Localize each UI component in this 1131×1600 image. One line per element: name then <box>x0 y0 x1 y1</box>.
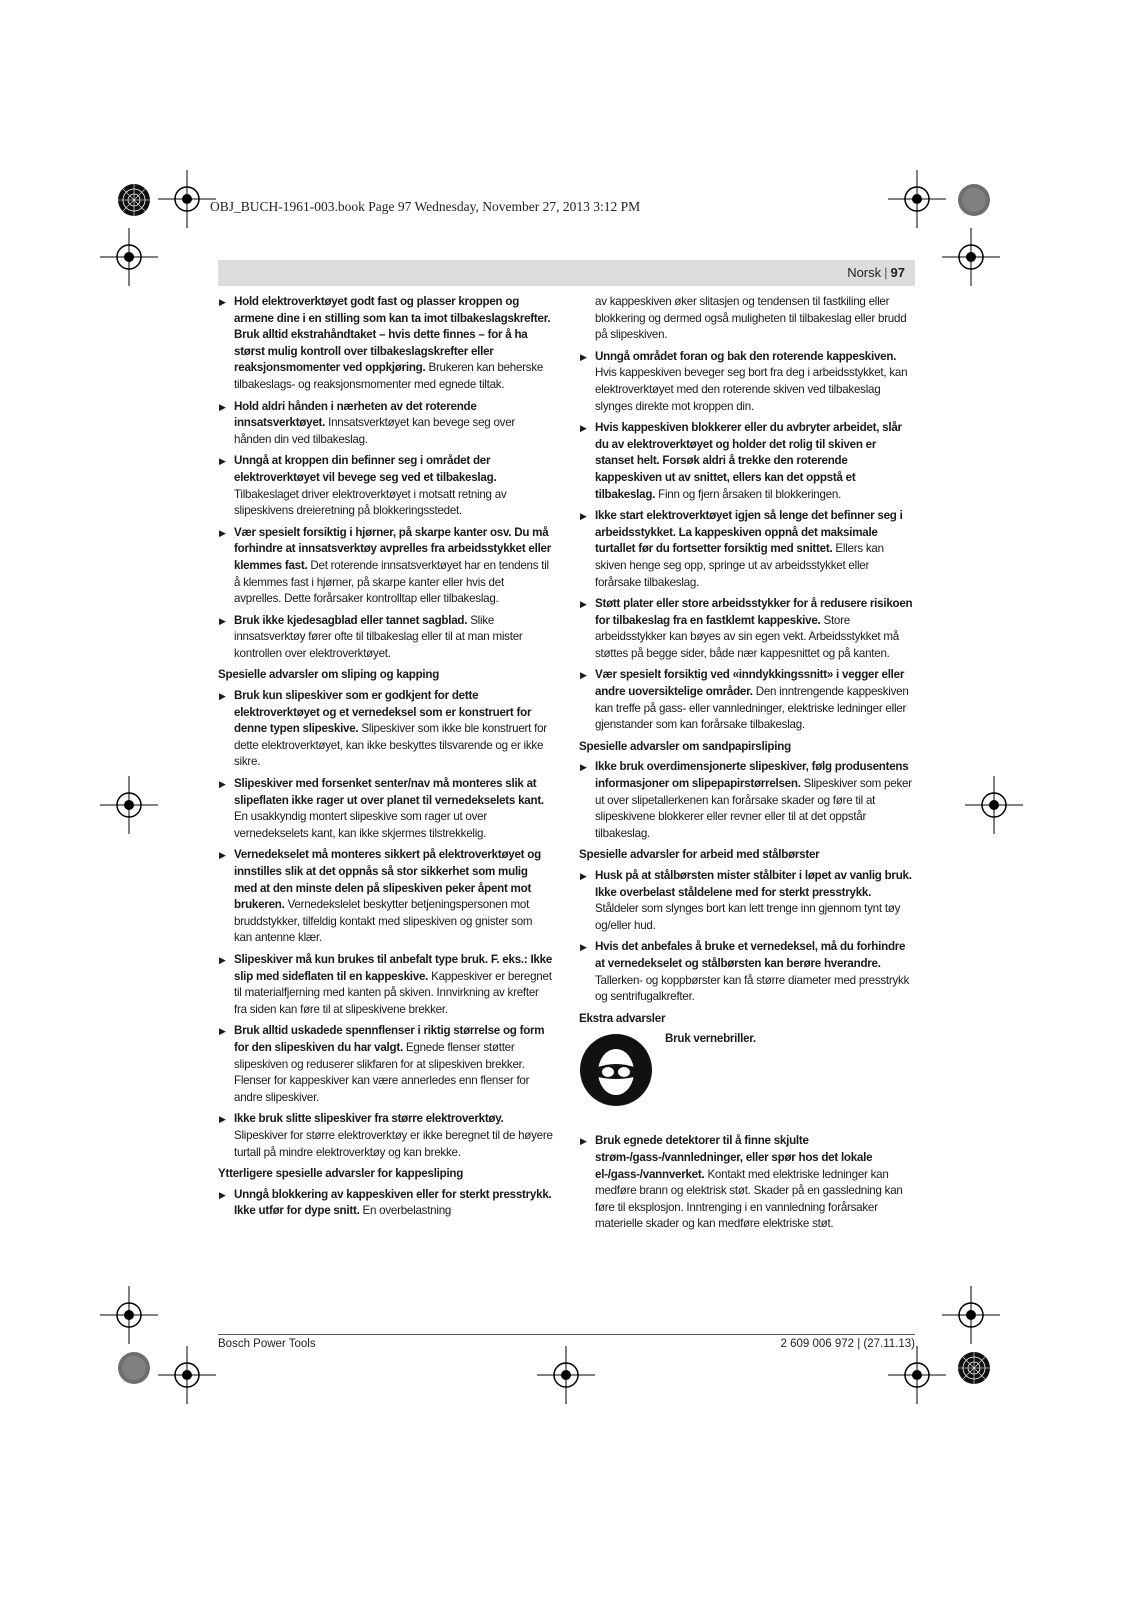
item-text: Ståldeler som slynges bort kan lett trenge inn gjennom tynt tøy og/eller hud. <box>595 902 901 932</box>
item-bold-text: Hvis kappeskiven blokkerer eller du avbryter arbeidet, slår du av elektroverktøyet og holder det rolig til skiven er stanset helt. Forsøk aldri å trekke den roterende kappeskiven ut av snittet, ellers kan det oppstå et tilbakeslag. <box>595 421 902 501</box>
item-bold-text: Hvis det anbefales å bruke et vernedeksel, må du forhindre at vernedekselet og stålbørsten kan berøre hverandre. <box>595 940 906 970</box>
list-item <box>579 939 915 1005</box>
safety-goggles-icon <box>579 1033 653 1107</box>
item-text: Den inntrengende kappeskiven kan treffe på gass- eller vannledninger, elektriske ledninger eller gjenstander som kan forårsake tilbakeslag. <box>595 685 909 732</box>
item-text: Slipeskiver som ikke ble konstruert for dette elektroverktøyet, kan ikke beskyttes tilsvarende og er ikke sikre. <box>234 722 547 769</box>
item-bold-text: Hold aldri hånden i nærheten av det roterende innsatsverktøyet. <box>234 399 477 430</box>
list-item <box>218 1023 553 1106</box>
list-item <box>218 399 553 449</box>
item-bold-text: Bruk alltid uskadede spennflenser i riktig størrelse og form for den slipeskiven du har valgt. <box>234 1024 545 1054</box>
section-heading: Spesielle advarsler om sliping og kapping <box>218 668 440 682</box>
list-item <box>579 596 915 662</box>
item-bold-text: Bruk egnede detektorer til å finne skjulte strøm-/gass-/vannledninger, eller spør hos det lokale el-/gass-/vannverket. <box>595 1134 873 1181</box>
item-bold-text: Ikke bruk overdimensjonerte slipeskiver, følg produsentens informasjoner om slipepapirstørrelsen. <box>595 760 909 791</box>
list-item <box>218 613 553 663</box>
item-text: Slipeskiver som peker ut over slipetallerkenen kan forårsake skader og føre til at slipeskivene blokkerer eller revner eller til at det oppstår tilbakeslag. <box>595 777 912 840</box>
item-text: En usakkyndig montert slipeskive som rager ut over vernedekselets kant, kan ikke skjermes tilstrekkelig. <box>234 810 487 840</box>
item-bold-text: Unngå blokkering av kappeskiven eller for sterkt presstrykk. Ikke utfør for dype snitt. <box>234 1187 552 1218</box>
continued-text: av kappeskiven øker slitasjen og tendensen til fastkiling eller blokkering og dermed også muligheten til tilbakeslag eller brudd på slipeskiven. <box>595 295 907 342</box>
warning-label: Bruk vernebriller. <box>665 1032 756 1046</box>
list-item <box>579 868 915 934</box>
header-label <box>847 265 905 280</box>
registration-mark-icon <box>942 1286 1000 1344</box>
item-text: Egnede flenser støtter slipeskiven og reduserer slikfaren for at slipeskiven brekker. Flenser for kappeskiver kan være annerledes enn flenser for andre slipeskiver. <box>234 1040 530 1104</box>
gray-disc-icon <box>957 183 991 217</box>
item-bold-text: Ikke bruk slitte slipeskiver fra større elektroverktøy. <box>234 1112 504 1126</box>
registration-mark-icon <box>965 776 1023 834</box>
item-text: Finn og fjern årsaken til blokkeringen. <box>655 487 842 501</box>
bullet-icon: ▶ <box>219 297 226 307</box>
registration-mark-icon <box>888 170 946 228</box>
section-name: Norsk <box>847 265 882 280</box>
left-column <box>218 294 553 1225</box>
item-bold-text: Bruk ikke kjedesagblad eller tannet sagblad. <box>234 613 468 627</box>
registration-mark-icon <box>537 1346 595 1404</box>
item-bold-text: Støtt plater eller store arbeidsstykker for å redusere risikoen for tilbakeslag fra en fastklemt kappeskive. <box>595 597 913 627</box>
item-text: En overbelastning <box>359 1204 452 1218</box>
registration-mark-icon <box>888 1346 946 1404</box>
bullet-icon: ▶ <box>219 954 226 965</box>
item-bold-text: Vær spesielt forsiktig i hjørner, på skarpe kanter osv. Du må forhindre at innsatsverktøy avprelles fra arbeidsstykket eller klemmes fast. <box>234 525 551 572</box>
item-text: Vernedekslelet beskytter betjeningspersonen mot bruddstykker, tilfeldig kontakt med slipeskiven og gnister som kan antenne klær. <box>234 898 533 945</box>
page-number: 97 <box>890 265 905 280</box>
bullet-icon: ▶ <box>580 1136 587 1147</box>
footer-rule <box>218 1334 915 1335</box>
item-text: Slike innsatsverktøy fører ofte til tilbakeslag eller til at man mister kontrollen over elektroverktøyet. <box>234 613 523 660</box>
bullet-icon: ▶ <box>580 871 587 881</box>
bullet-icon: ▶ <box>580 670 587 681</box>
list-item <box>579 420 915 503</box>
header-separator: | <box>884 265 888 280</box>
item-bold-text: Vernedekselet må monteres sikkert på elektroverktøyet og innstilles slik at det oppnås så stor sikkerhet som mulig med at den minste delen på slipeskiven peker åpent mot brukeren. <box>234 848 541 912</box>
bullet-icon: ▶ <box>219 779 226 790</box>
bullet-icon: ▶ <box>580 351 587 362</box>
item-bold-text: Slipeskiver må kun brukes til anbefalt type bruk. F. eks.: Ikke slip med sideflaten til en kappeskive. <box>234 952 553 983</box>
bullet-icon: ▶ <box>219 1114 226 1125</box>
bullet-icon: ▶ <box>580 423 587 434</box>
registration-mark-icon <box>158 170 216 228</box>
item-bold-text: Slipeskiver med forsenket senter/nav må monteres slik at slipeflaten ikke rager ut over planet til vernedekselets kant. <box>234 777 544 807</box>
list-item <box>579 759 915 842</box>
item-text: Slipeskiver for større elektroverktøy er ikke beregnet til de høyere turtall på mindre elektroverktøy og kan brekke. <box>234 1128 553 1159</box>
list-item <box>218 525 553 608</box>
list-item <box>579 667 915 733</box>
bullet-icon: ▶ <box>219 401 226 412</box>
item-bold-text: Vær spesielt forsiktig ved «inndykkingssnitt» i vegger eller andre uoversiktelige områder. <box>595 668 905 699</box>
footer-brand: Bosch Power Tools <box>218 1338 316 1350</box>
section-heading: Ekstra advarsler <box>579 1011 666 1025</box>
list-item <box>218 688 553 771</box>
bullet-icon: ▶ <box>580 762 587 773</box>
list-item <box>218 1111 553 1161</box>
item-text: Store arbeidsstykker kan bøyes av sin egen vekt. Arbeidsstykket må støttes på begge sider, både nær kappesnittet og på kanten. <box>595 613 899 660</box>
bullet-icon: ▶ <box>580 511 587 522</box>
page-header <box>218 260 915 286</box>
gray-disc-icon <box>117 1351 151 1385</box>
list-item <box>218 294 553 394</box>
list-item <box>579 349 915 415</box>
item-bold-text: Husk på at stålbørsten mister stålbiter i løpet av vanlig bruk. Ikke overbelast ståldelene med for sterkt presstrykk. <box>595 869 912 899</box>
color-target-icon <box>957 1351 991 1385</box>
list-item <box>579 508 915 591</box>
bullet-icon: ▶ <box>219 850 226 861</box>
registration-mark-icon <box>100 228 158 286</box>
list-item <box>218 847 553 947</box>
item-bold-text: Unngå at kroppen din befinner seg i området der elektroverktøyet vil bevege seg ved et tilbakeslag. <box>234 454 497 484</box>
item-text: Kontakt med elektriske ledninger kan medføre brann og elektrisk støt. Skader på en gassledning kan føre til eksplosjon. Inntrenging i en vannledning forårsaker materielle skader og kan medføre elektriske støt. <box>595 1167 903 1231</box>
safety-goggles-warning <box>579 1031 915 1123</box>
item-bold-text: Unngå området foran og bak den roterende kappeskiven. <box>595 349 897 363</box>
bullet-icon: ▶ <box>219 691 226 702</box>
section-heading: Ytterligere spesielle advarsler for kappesliping <box>218 1167 464 1181</box>
list-item <box>218 952 553 1018</box>
bullet-icon: ▶ <box>219 1026 226 1037</box>
footer-document-number: 2 609 006 972 | (27.11.13) <box>780 1338 915 1350</box>
section-heading: Spesielle advarsler for arbeid med stålbørster <box>579 848 820 862</box>
item-text: Tallerken- og koppbørster kan få større diameter med presstrykk og sentrifugalkrefter. <box>595 973 910 1004</box>
bullet-icon: ▶ <box>219 615 226 626</box>
color-target-icon <box>117 183 151 217</box>
registration-mark-icon <box>942 228 1000 286</box>
registration-mark-icon <box>158 1346 216 1404</box>
bullet-icon: ▶ <box>219 456 226 467</box>
list-item <box>218 776 553 842</box>
section-heading: Spesielle advarsler om sandpapirsliping <box>579 739 791 753</box>
item-text: Kappeskiver er beregnet til materialfjerning med kanten på skiven. Innvirkning av krefter fra siden kan føre til at slipeskivene brekker. <box>234 969 552 1016</box>
item-text: Hvis kappeskiven beveger seg bort fra deg i arbeidsstykket, kan elektroverktøyet med den roterende skiven ved tilbakeslag slynges direkte mot kroppen din. <box>595 366 908 413</box>
registration-mark-icon <box>100 776 158 834</box>
bullet-icon: ▶ <box>219 1189 226 1200</box>
right-column <box>579 294 915 1238</box>
item-text: Innsatsverktøyet kan bevege seg over hånden din ved tilbakeslag. <box>234 416 516 446</box>
print-info: OBJ_BUCH-1961-003.book Page 97 Wednesday, November 27, 2013 3:12 PM <box>210 199 641 214</box>
item-bold-text: Ikke start elektroverktøyet igjen så lenge det befinner seg i arbeidsstykket. La kappeskiven oppnå det maksimale turtallet før du fortsetter forsiktig med snittet. <box>595 509 903 556</box>
bullet-icon: ▶ <box>580 599 587 610</box>
item-text: Det roterende innsatsverktøyet har en tendens til å klemmes fast i hjørner, på skarpe kanter eller hvis det avprelles. Dette forårsaker kontrolltap eller tilbakeslag. <box>234 558 549 606</box>
item-text: Brukeren kan beherske tilbakeslags- og reaksjonsmomenter med egnede tiltak. <box>234 361 544 391</box>
item-text: Ellers kan skiven henge seg opp, springe ut av arbeidsstykket eller forårsake tilbakeslag. <box>595 542 884 589</box>
bullet-icon: ▶ <box>219 527 226 538</box>
registration-mark-icon <box>100 1286 158 1344</box>
bullet-icon: ▶ <box>580 942 587 953</box>
item-bold-text: Hold elektroverktøyet godt fast og plasser kroppen og armene dine i en stilling som kan ta imot tilbakeslagskrefter. Bruk alltid ekstrahåndtaket – hvis dette finnes – for å ha størst mulig kontroll over tilbakeslagskrefter eller reaksjonsmomenter ved oppkjøring. <box>234 295 551 375</box>
item-bold-text: Bruk kun slipeskiver som er godkjent for dette elektroverktøyet og et vernedeksel som er konstruert for denne typen slipeskive. <box>234 689 532 736</box>
list-item <box>579 1133 915 1233</box>
list-item <box>218 1187 553 1220</box>
item-text: Tilbakeslaget driver elektroverktøyet i motsatt retning av slipeskivens dreieretning på blokkeringsstedet. <box>234 487 507 518</box>
list-item <box>218 453 553 519</box>
